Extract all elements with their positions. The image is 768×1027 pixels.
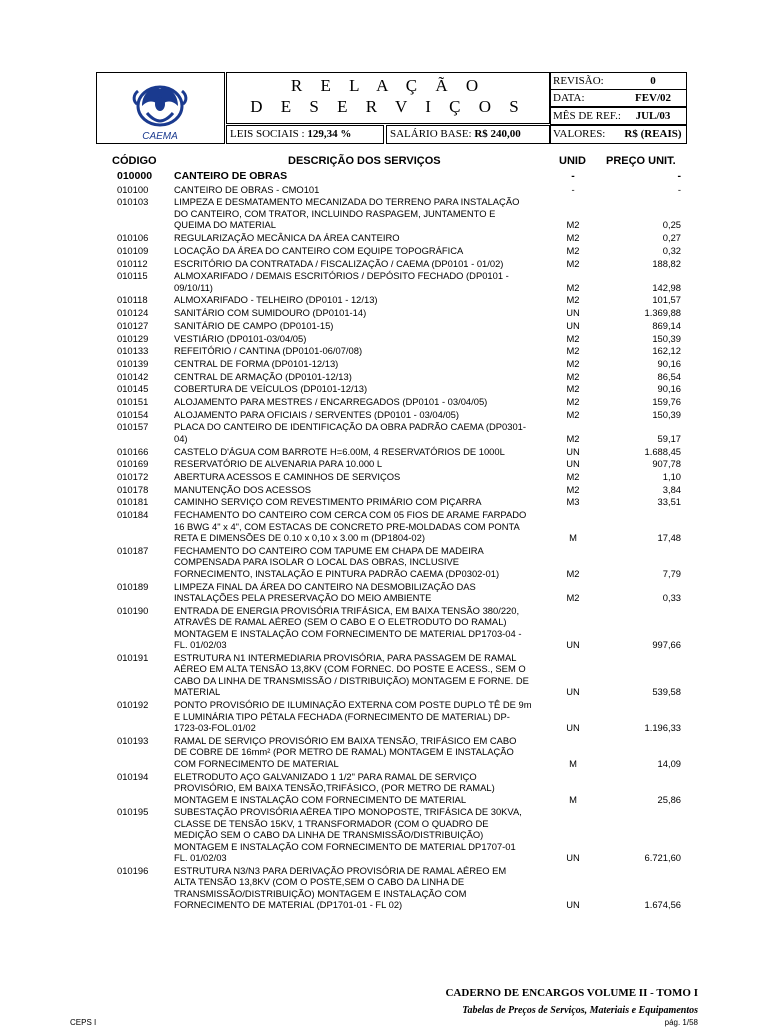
row-unit: UN — [566, 307, 580, 319]
row-code: 010184 — [117, 509, 149, 521]
row-unit: M2 — [566, 244, 580, 256]
table-row — [0, 735, 768, 770]
meta-value: JUL/03 — [635, 110, 671, 122]
row-description-line: LIMPEZA E DESMATAMENTO MECANIZADA DO TERRENO PARA INSTALAÇÃO — [174, 196, 520, 208]
row-description — [174, 358, 552, 370]
row-unit: - — [571, 170, 575, 182]
logo-text: CAEMA — [142, 131, 178, 142]
row-price: 150,39 — [652, 408, 681, 420]
table-row — [0, 270, 768, 293]
row-unit: M2 — [566, 332, 580, 344]
column-header-price: PREÇO UNIT. — [606, 155, 676, 167]
salario-base-value: R$ 240,00 — [474, 128, 521, 140]
row-description-line: ALMOXARIFADO - TELHEIRO (DP0101 - 12/13) — [174, 294, 378, 306]
meta-label: REVISÃO: — [553, 75, 604, 87]
footer-subtitle: Tabelas de Preços de Serviços, Materiais e Equipamentos — [462, 1005, 698, 1016]
row-unit: M2 — [566, 219, 580, 231]
row-price: 7,79 — [662, 567, 681, 579]
row-description-line: LIMPEZA FINAL DA ÁREA DO CANTEIRO NA DESMOBILIZAÇÃO DAS — [174, 580, 476, 592]
row-description — [174, 865, 552, 911]
row-description — [174, 446, 552, 458]
row-unit: M2 — [566, 432, 580, 444]
row-unit: M2 — [566, 396, 580, 407]
row-description-line: REGULARIZAÇÃO MECÂNICA DA ÁREA CANTEIRO — [174, 232, 400, 244]
row-price: 25,86 — [657, 793, 681, 805]
meta-value: R$ (REAIS) — [624, 128, 682, 140]
row-price: 3,84 — [662, 483, 681, 495]
row-description-line: 16 BWG 4" x 4", COM ESTACAS DE CONCRETO PRE-MOLDADAS COM PONTA — [174, 520, 520, 532]
row-description — [174, 294, 552, 306]
row-description — [174, 196, 552, 231]
row-description-line: INSTALAÇÕES PELA PRESERVAÇÃO DO MEIO AMBIENTE — [174, 592, 432, 603]
row-code: 010112 — [117, 257, 148, 269]
row-code: 010194 — [117, 770, 149, 782]
row-code: 010157 — [117, 421, 149, 433]
row-unit: UN — [566, 722, 580, 734]
row-description-line: ESCRITÓRIO DA CONTRATADA / FISCALIZAÇÃO / CAEMA (DP0101 - 01/02) — [174, 257, 504, 269]
row-price: 907,78 — [652, 458, 681, 470]
row-description-line: SUBESTAÇÃO PROVISÓRIA AÉREA TIPO MONOPOSTE, TRIFÁSICA DE 30KVA, — [174, 806, 522, 818]
meta-mes-ref — [550, 107, 687, 125]
row-description-line: MEDIÇÃO SEM O CABO DA LINHA DE TRANSMISSÃO/DISTRIBUIÇÃO) — [174, 829, 484, 841]
row-description-line: FECHAMENTO DO CANTEIRO COM CERCA COM 05 FIOS DE ARAME FARPADO — [174, 509, 527, 521]
table-row — [0, 232, 768, 244]
row-price: 90,16 — [657, 383, 681, 395]
table-row — [0, 806, 768, 864]
row-description — [174, 421, 552, 444]
table-row — [0, 509, 768, 544]
row-description-line: COBERTURA DE VEÍCULOS (DP0101-12/13) — [174, 383, 368, 395]
row-description — [174, 345, 552, 357]
row-description — [174, 396, 552, 408]
row-description — [174, 471, 552, 483]
meta-value: FEV/02 — [634, 92, 672, 104]
row-price: 159,76 — [652, 396, 681, 407]
row-price: 539,58 — [652, 686, 681, 698]
row-description — [174, 735, 552, 770]
row-code: 010193 — [117, 734, 149, 746]
column-header-code: CÓDIGO — [112, 155, 157, 167]
row-description — [174, 383, 552, 395]
table-row — [0, 371, 768, 383]
row-description-line: VESTIÁRIO (DP0101-03/04/05) — [174, 332, 307, 344]
row-description — [174, 320, 552, 332]
row-unit: UN — [566, 319, 580, 331]
table-row — [0, 471, 768, 483]
table-row — [0, 358, 768, 370]
row-unit: M — [569, 793, 577, 805]
row-code: 010172 — [117, 471, 149, 482]
row-price: 59,17 — [657, 432, 681, 444]
row-description-line: MATERIAL — [174, 686, 221, 698]
row-description-line: ESTRUTURA N1 INTERMEDIARIA PROVISÓRIA, PARA PASSAGEM DE RAMAL — [174, 651, 517, 663]
table-row — [0, 258, 768, 270]
row-description-line: PLACA DO CANTEIRO DE IDENTIFICAÇÃO DA OBRA PADRÃO CAEMA (DP0301- — [174, 421, 526, 433]
table-row — [0, 699, 768, 734]
row-unit: - — [571, 183, 575, 195]
row-unit: UN — [566, 639, 580, 651]
row-description-line: COM FORNECIMENTO DE MATERIAL — [174, 757, 339, 769]
column-header-description: DESCRIÇÃO DOS SERVIÇOS — [288, 155, 441, 167]
row-code: 010195 — [117, 806, 149, 818]
row-description — [174, 270, 552, 293]
row-code: 010139 — [117, 357, 149, 369]
row-unit: M2 — [566, 567, 580, 579]
row-price: 188,82 — [652, 257, 681, 269]
row-price: - — [677, 170, 681, 182]
row-price: 90,16 — [657, 357, 681, 369]
row-description-line: DE COBRE DE 16mm² (POR METRO DE RAMAL) MONTAGEM E INSTALAÇÃO — [174, 746, 514, 758]
row-unit: M2 — [566, 471, 580, 482]
row-price: 142,98 — [652, 281, 681, 293]
row-price: 0,27 — [662, 232, 681, 244]
row-price: 33,51 — [657, 496, 681, 508]
row-code: 010118 — [117, 294, 148, 306]
row-description-line: DO CANTEIRO, COM TRATOR, INCLUINDO RASPAGEM, JUNTAMENTO E — [174, 207, 496, 219]
row-price: 0,33 — [662, 592, 681, 603]
row-price: 0,32 — [662, 244, 681, 256]
table-row — [0, 184, 768, 196]
row-description-line: CANTEIRO DE OBRAS — [174, 170, 288, 182]
row-unit: M2 — [566, 281, 580, 293]
row-description-line: REFEITÓRIO / CANTINA (DP0101-06/07/08) — [174, 345, 363, 357]
salario-base-box — [386, 125, 550, 144]
meta-valores — [550, 125, 687, 144]
row-description — [174, 333, 552, 345]
leis-sociais-box — [226, 125, 384, 144]
row-description-line: ABERTURA ACESSOS E CAMINHOS DE SERVIÇOS — [174, 471, 401, 482]
row-description — [174, 581, 552, 604]
row-unit: M2 — [566, 370, 580, 382]
row-description — [174, 545, 552, 580]
row-description-line: ESTRUTURA N3/N3 PARA DERIVAÇÃO PROVISÓRIA DE RAMAL AÉREO EM — [174, 864, 507, 876]
table-row — [0, 245, 768, 257]
logo-box — [96, 72, 225, 144]
row-description-line: FL. 01/02/03 — [174, 639, 227, 651]
row-description — [174, 605, 552, 651]
row-description — [174, 171, 552, 183]
row-code: 010115 — [117, 270, 148, 282]
row-description-line: ENTRADA DE ENERGIA PROVISÓRIA TRIFÁSICA, EM BAIXA TENSÃO 380/220, — [174, 604, 520, 616]
row-code: 010178 — [117, 483, 149, 495]
row-price: 1.196,33 — [644, 722, 681, 734]
row-code: 010189 — [117, 580, 149, 592]
leis-sociais-value: 129,34 % — [307, 128, 352, 140]
caema-logo-icon — [97, 73, 224, 143]
row-description-line: 04) — [174, 432, 188, 444]
row-price: - — [677, 183, 681, 195]
row-code: 010145 — [117, 383, 149, 395]
table-row — [0, 446, 768, 458]
row-code: 010154 — [117, 408, 149, 420]
row-unit: M2 — [566, 408, 580, 420]
footer-volume: CADERNO DE ENCARGOS VOLUME II - TOMO I — [445, 987, 698, 999]
row-unit: UN — [566, 899, 580, 911]
row-code: 010142 — [117, 370, 149, 382]
row-code: 010181 — [117, 496, 149, 508]
table-row — [0, 333, 768, 345]
row-price: 1.369,88 — [644, 307, 681, 319]
row-unit: M — [569, 757, 577, 769]
table-row — [0, 307, 768, 319]
row-unit: M3 — [566, 496, 580, 508]
table-row — [0, 771, 768, 806]
row-description-line: SANITÁRIO COM SUMIDOURO (DP0101-14) — [174, 307, 367, 319]
row-unit: UN — [566, 458, 580, 470]
row-description-line: ALOJAMENTO PARA OFICIAIS / SERVENTES (DP0101 - 03/04/05) — [174, 408, 459, 420]
column-header-unit: UNID — [559, 155, 586, 167]
row-description-line: CASTELO D'ÁGUA COM BARROTE H=6.00M, 4 RESERVATÓRIOS DE 1000L — [174, 445, 505, 457]
row-description-line: TRANSMISSÃO/DISTRIBUIÇÃO) MONTAGEM E INSTALAÇÃO COM — [174, 887, 467, 899]
row-unit: M — [569, 532, 577, 544]
leis-sociais-label: LEIS SOCIAIS : — [230, 128, 305, 140]
row-unit: M2 — [566, 592, 580, 603]
row-unit: M2 — [566, 383, 580, 395]
row-description-line: ELETRODUTO AÇO GALVANIZADO 1 1/2" PARA RAMAL DE SERVIÇO — [174, 770, 477, 782]
table-row — [0, 421, 768, 444]
row-description-line: CABO DA LINHA DE TRANSMISSÃO / DISTRIBUIÇÃO) MONTAGEM E FORNE. DE — [174, 674, 529, 686]
row-description — [174, 806, 552, 864]
table-row — [0, 581, 768, 604]
row-price: 14,09 — [657, 757, 681, 769]
row-description-line: FORNECIMENTO DE MATERIAL (DP1701-01 - FL 02) — [174, 899, 403, 911]
row-code: 010103 — [117, 196, 149, 208]
row-description-line: ALOJAMENTO PARA MESTRES / ENCARREGADOS (DP0101 - 03/04/05) — [174, 396, 488, 407]
row-description — [174, 509, 552, 544]
row-description-line: CLASSE DE TENSÃO 15KV, 1 TRANSFORMADOR (COM O QUADRO DE — [174, 817, 489, 829]
meta-data — [550, 89, 687, 107]
page-number: pág. 1/58 — [664, 1018, 698, 1027]
table-row — [0, 345, 768, 357]
table-row — [0, 496, 768, 508]
row-description — [174, 771, 552, 806]
table-row — [0, 865, 768, 911]
row-unit: M2 — [566, 345, 580, 357]
row-price: 150,39 — [652, 332, 681, 344]
table-row — [0, 396, 768, 408]
table-row — [0, 484, 768, 496]
row-price: 162,12 — [652, 345, 681, 357]
row-unit: M2 — [566, 294, 580, 306]
table-row — [0, 171, 768, 183]
salario-base-label: SALÁRIO BASE: — [390, 128, 472, 140]
row-description — [174, 258, 552, 270]
row-description-line: MONTAGEM E INSTALAÇÃO COM FORNECIMENTO DE MATERIAL DP1707-01 — [174, 840, 516, 852]
meta-label: VALORES: — [553, 128, 606, 140]
row-description — [174, 409, 552, 421]
row-code: 010192 — [117, 699, 149, 711]
row-description-line: 1723-03-FOL.01/02 — [174, 722, 256, 734]
row-description-line: E LUMINÁRIA TIPO PÉTALA FECHADA (FORNECIMENTO DE MATERIAL) DP- — [174, 710, 510, 722]
table-row — [0, 409, 768, 421]
row-description-line: PROVISÓRIO, EM BAIXA TENSÃO,TRIFÁSICO, (POR METRO DE RAMAL) — [174, 782, 495, 793]
row-unit: UN — [566, 445, 580, 457]
table-row — [0, 383, 768, 395]
meta-label: DATA: — [553, 92, 585, 104]
row-description-line: MONTAGEM E INSTALAÇÃO COM FORNECIMENTO DE MATERIAL DP1703-04 - — [174, 627, 522, 639]
table-row — [0, 294, 768, 306]
row-price: 86,54 — [657, 370, 681, 382]
row-code: 010166 — [117, 445, 149, 457]
footer-left-code: CEPS I — [70, 1018, 97, 1027]
row-price: 1.674,56 — [644, 899, 681, 911]
row-description-line: ATRAVÉS DE RAMAL AÉREO (SEM O CABO E O ELETRODUTO DO RAMAL) — [174, 616, 507, 628]
row-description-line: ALTA TENSÃO 13,8KV (COM O POSTE,SEM O CABO DA LINHA DE — [174, 876, 465, 888]
table-row — [0, 320, 768, 332]
row-code: 010129 — [117, 332, 149, 344]
meta-label: MÊS DE REF.: — [553, 110, 621, 122]
row-code: 010151 — [117, 396, 149, 407]
row-description — [174, 699, 552, 734]
meta-revisao — [550, 72, 687, 90]
row-description — [174, 307, 552, 319]
row-description-line: CAMINHO SERVIÇO COM REVESTIMENTO PRIMÁRIO COM PIÇARRA — [174, 496, 482, 508]
row-description-line: FECHAMENTO DO CANTEIRO COM TAPUME EM CHAPA DE MADEIRA — [174, 544, 484, 556]
row-description — [174, 371, 552, 383]
row-code: 010169 — [117, 458, 149, 470]
row-description — [174, 458, 552, 470]
row-description-line: MONTAGEM E INSTALAÇÃO COM FORNECIMENTO DE MATERIAL — [174, 793, 467, 805]
row-code: 010127 — [117, 319, 149, 331]
row-code: 010106 — [117, 232, 149, 244]
row-description — [174, 232, 552, 244]
row-price: 1,10 — [662, 471, 681, 482]
row-price: 1.688,45 — [644, 445, 681, 457]
row-unit: M2 — [566, 357, 580, 369]
row-price: 0,25 — [662, 219, 681, 231]
row-description-line: CENTRAL DE ARMAÇÃO (DP0101-12/13) — [174, 370, 352, 382]
row-description-line: COMPENSADA PARA ISOLAR O LOCAL DAS OBRAS, INCLUSIVE — [174, 556, 459, 568]
page-title-line2: D E S E R V I Ç O S — [250, 97, 526, 116]
row-unit: M2 — [566, 232, 580, 244]
row-description-line: MANUTENÇÃO DOS ACESSOS — [174, 483, 312, 495]
row-description-line: 09/10/11) — [174, 281, 213, 293]
row-description-line: CANTEIRO DE OBRAS - CMO101 — [174, 183, 320, 195]
row-code: 010191 — [117, 651, 149, 663]
row-code: 010196 — [117, 864, 149, 876]
row-unit: M2 — [566, 257, 580, 269]
row-description — [174, 652, 552, 698]
row-code: 010109 — [117, 244, 149, 256]
row-description — [174, 245, 552, 257]
row-description-line: FORNECIMENTO, INSTALAÇÃO E PINTURA PADRÃO CAEMA (DP0302-01) — [174, 567, 500, 579]
row-unit: M2 — [566, 483, 580, 495]
table-row — [0, 652, 768, 698]
row-description — [174, 184, 552, 196]
row-price: 101,57 — [652, 294, 681, 306]
row-description-line: ALMOXARIFADO / DEMAIS ESCRITÓRIOS / DEPÓSITO FECHADO (DP0101 - — [174, 270, 509, 282]
row-description-line: RAMAL DE SERVIÇO PROVISÓRIO EM BAIXA TENSÃO, TRIFÁSICO EM CABO — [174, 734, 517, 746]
row-description — [174, 496, 552, 508]
row-description-line: SANITÁRIO DE CAMPO (DP0101-15) — [174, 319, 334, 331]
row-description-line: RETA E DIMENSÕES DE 0.10 x 0,10 x 3.00 m (DP1804-02) — [174, 532, 425, 544]
row-description-line: AÉREO EM ALTA TENSÃO 13,8KV (COM FORNEC. DO POSTE E ACESS., SEM O — [174, 663, 526, 675]
row-description-line: QUEIMA DO MATERIAL — [174, 219, 276, 231]
row-price: 869,14 — [652, 319, 681, 331]
row-price: 6.721,60 — [644, 852, 681, 864]
page-title-line1: R E L A Ç Ã O — [290, 76, 486, 95]
row-description-line: CENTRAL DE FORMA (DP0101-12/13) — [174, 357, 339, 369]
row-description-line: FL. 01/02/03 — [174, 852, 227, 864]
row-description-line: PONTO PROVISÓRIO DE ILUMINAÇÃO EXTERNA COM POSTE DUPLO TÊ DE 9m — [174, 699, 532, 711]
table-row — [0, 605, 768, 651]
row-code: 010124 — [117, 307, 149, 319]
row-description-line: RESERVATÓRIO DE ALVENARIA PARA 10.000 L — [174, 458, 383, 470]
row-description-line: LOCAÇÃO DA ÁREA DO CANTEIRO COM EQUIPE TOPOGRÁFICA — [174, 244, 464, 256]
row-code: 010133 — [117, 345, 149, 357]
row-unit: UN — [566, 852, 580, 864]
row-code: 010000 — [117, 170, 153, 182]
row-code: 010187 — [117, 544, 149, 556]
meta-value: 0 — [650, 75, 656, 87]
title-box — [226, 72, 550, 124]
row-price: 17,48 — [657, 532, 681, 544]
table-row — [0, 458, 768, 470]
table-row — [0, 196, 768, 231]
table-row — [0, 545, 768, 580]
row-price: 997,66 — [652, 639, 681, 651]
row-unit: UN — [566, 686, 580, 698]
row-code: 010190 — [117, 604, 149, 616]
row-code: 010100 — [117, 183, 149, 195]
row-description — [174, 484, 552, 496]
